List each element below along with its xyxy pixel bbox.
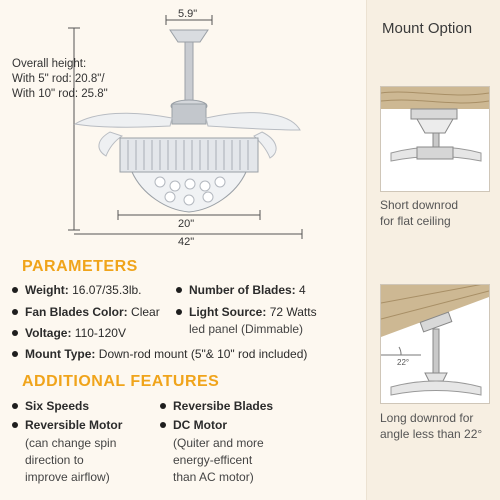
feature-label: DC Motor: [173, 418, 227, 432]
param-label: Number of Blades:: [189, 283, 296, 297]
param-label: Voltage:: [25, 326, 72, 340]
param-value: 16.07/35.3lb.: [72, 283, 142, 297]
top-width-label: 5.9": [178, 8, 198, 20]
param-label: Light Source:: [189, 305, 267, 319]
caption-line: for flat ceiling: [380, 214, 451, 228]
angle-label: 22°: [397, 358, 410, 367]
bullet-icon: [12, 351, 18, 357]
mount-option-title: Mount Option: [382, 20, 473, 37]
feature-sub-line: than AC motor): [173, 470, 254, 484]
bullet-icon: [160, 403, 166, 409]
param-value: Down-rod mount (5"& 10" rod included): [98, 347, 308, 361]
feature-sub-line: direction to: [25, 453, 84, 467]
bullet-icon: [176, 287, 182, 293]
caption-line: Long downrod for: [380, 411, 474, 425]
height-line-2: With 5" rod: 20.8"/: [12, 73, 105, 85]
long-downrod-image: [380, 284, 490, 404]
param-voltage: [12, 326, 126, 340]
bullet-icon: [12, 330, 18, 336]
bullet-icon: [176, 309, 182, 315]
param-blade-color: [12, 305, 160, 319]
bullet-icon: [12, 309, 18, 315]
feature-label: Reversible Motor: [25, 418, 123, 432]
caption-line: Short downrod: [380, 198, 459, 212]
long-downrod-caption: [380, 410, 482, 442]
param-mount-type: [12, 347, 307, 361]
short-downrod-caption: [380, 197, 458, 229]
param-value: 72 Watts: [269, 305, 317, 319]
feature-reversible-blades: [160, 399, 273, 413]
bullet-icon: [12, 403, 18, 409]
height-info: [12, 57, 108, 102]
long-downrod-illustration: [381, 285, 489, 403]
bullet-icon: [160, 422, 166, 428]
param-light-source: [176, 305, 317, 319]
feature-dc-motor: [160, 418, 227, 432]
param-value: 4: [299, 283, 306, 297]
param-value: 110-120V: [74, 326, 126, 340]
feature-sub-line: (can change spin: [25, 436, 117, 450]
param-blade-count: [176, 283, 306, 297]
bullet-icon: [12, 287, 18, 293]
height-line-3: With 10" rod: 25.8": [12, 88, 108, 100]
param-label: Fan Blades Color:: [25, 305, 128, 319]
feature-sub-line: improve airflow): [25, 470, 110, 484]
feature-reversible-motor: [12, 418, 122, 432]
param-weight: [12, 283, 142, 297]
parameters-title: PARAMETERS: [22, 258, 138, 275]
feature-sub-line: (Quiter and more: [173, 436, 264, 450]
short-downrod-illustration: [381, 87, 489, 191]
feature-six-speeds: [12, 399, 89, 413]
inner-width-label: 20": [178, 218, 195, 230]
bullet-icon: [12, 422, 18, 428]
feature-sub-line: energy-efficent: [173, 453, 253, 467]
light-source-detail: led panel (Dimmable): [189, 322, 304, 336]
feature-label: Six Speeds: [25, 399, 90, 413]
height-line-1: Overall height:: [12, 58, 87, 70]
param-value: Clear: [131, 305, 160, 319]
feature-label: Reversibe Blades: [173, 399, 274, 413]
param-label: Mount Type:: [25, 347, 96, 361]
param-label: Weight:: [25, 283, 69, 297]
short-downrod-image: [380, 86, 490, 192]
caption-line: angle less than 22°: [380, 427, 483, 441]
features-title: ADDITIONAL FEATURES: [22, 373, 220, 390]
outer-width-label: 42": [178, 236, 195, 248]
